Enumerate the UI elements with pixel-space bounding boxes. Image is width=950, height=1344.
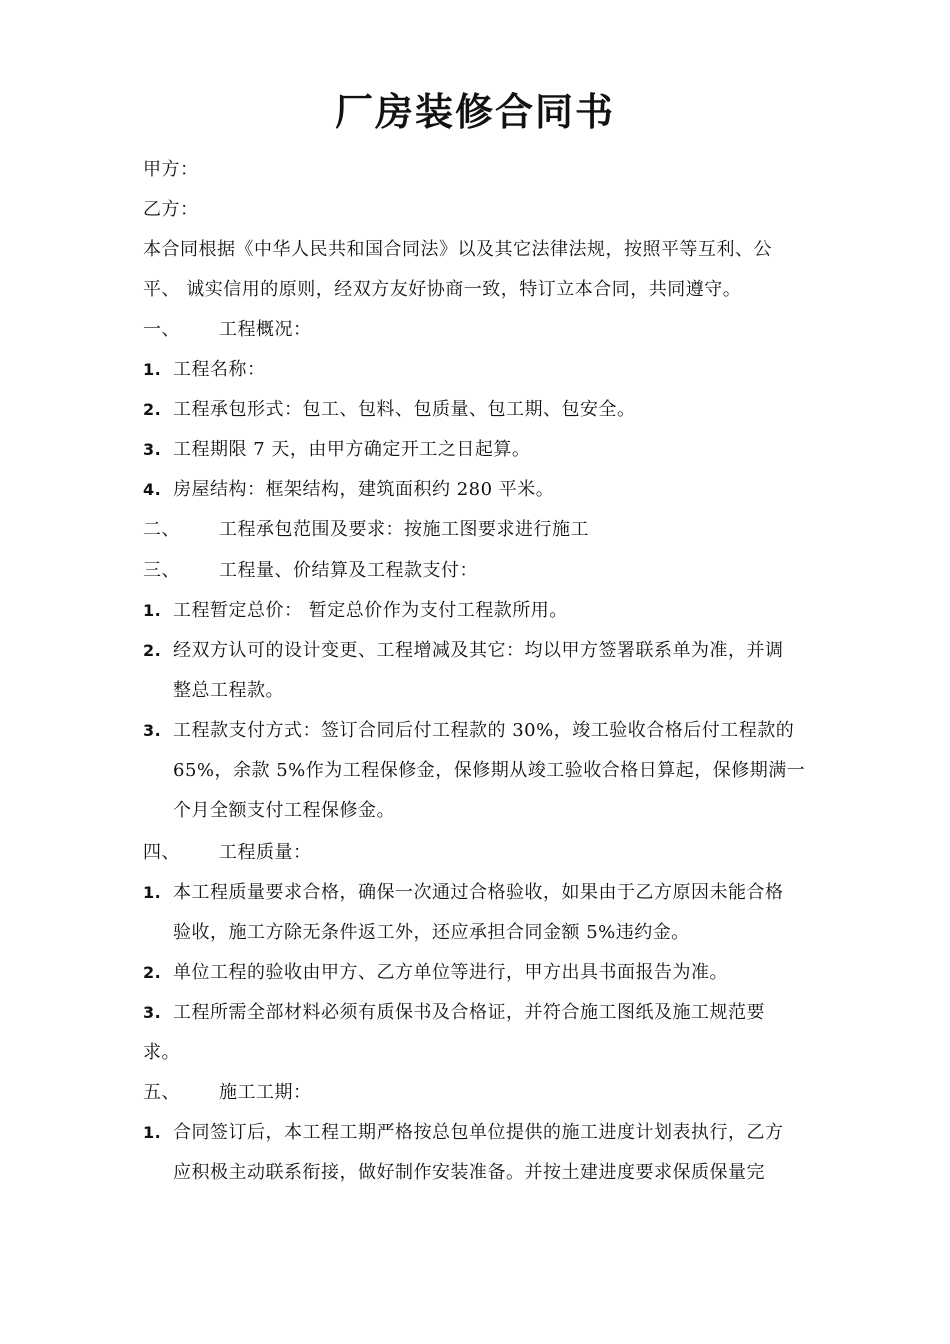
list-text: 房屋结构：框架结构，建筑面积约 280 平米。 [173,479,555,500]
section-number: 五、 [143,1082,180,1103]
list-number: 3. [143,1003,162,1022]
section-heading [143,1080,833,1106]
list-item [143,1120,833,1146]
list-item [143,1000,833,1026]
list-number: 2. [143,400,162,419]
party-a-label: 甲方： [143,159,199,180]
list-continuation: 整总工程款。 [173,680,284,701]
list-text: 本工程质量要求合格，确保一次通过合格验收，如果由于乙方原因未能合格 [173,882,784,903]
section-heading [143,517,833,543]
list-text: 工程名称： [173,359,266,380]
list-item [143,598,833,624]
list-number: 2. [143,641,162,660]
list-text: 工程承包形式：包工、包料、包质量、包工期、包安全。 [173,399,636,420]
list-text: 合同签订后，本工程工期严格按总包单位提供的施工进度计划表执行，乙方 [173,1122,784,1143]
section-number: 二、 [143,519,180,540]
list-item [143,397,833,423]
section-title: 工程承包范围及要求：按施工图要求进行施工 [219,519,589,540]
section-title: 工程质量： [219,842,312,863]
list-text: 工程款支付方式：签订合同后付工程款的 30%，竣工验收合格后付工程款的 [173,720,795,741]
list-continuation: 求。 [143,1042,180,1063]
list-number: 4. [143,480,162,499]
list-text: 工程暂定总价： 暂定总价作为支付工程款所用。 [173,600,568,621]
section-title: 工程量、价结算及工程款支付： [219,560,478,581]
list-item [143,357,833,383]
section-heading [143,558,833,584]
section-number: 一、 [143,319,180,340]
party-b-label: 乙方： [143,199,199,220]
list-item [143,880,833,906]
list-text: 工程所需全部材料必须有质保书及合格证，并符合施工图纸及施工规范要 [173,1002,765,1023]
list-item [143,718,833,744]
list-number: 1. [143,1123,162,1142]
list-number: 1. [143,601,162,620]
list-number: 3. [143,440,162,459]
list-continuation: 验收，施工方除无条件返工外，还应承担合同金额 5%违约金。 [173,922,690,943]
list-text: 经双方认可的设计变更、工程增减及其它：均以甲方签署联系单为准，并调 [173,640,784,661]
list-number: 3. [143,721,162,740]
section-number: 三、 [143,560,180,581]
list-text: 工程期限 7 天，由甲方确定开工之日起算。 [173,439,531,460]
list-item [143,638,833,664]
section-title: 施工工期： [219,1082,312,1103]
section-heading [143,840,833,866]
list-item [143,477,833,503]
list-number: 1. [143,360,162,379]
list-continuation: 65%，余款 5%作为工程保修金，保修期从竣工验收合格日算起，保修期满一 [173,760,806,781]
list-continuation: 个月全额支付工程保修金。 [173,800,395,821]
section-heading [143,317,833,343]
section-number: 四、 [143,842,180,863]
list-text: 单位工程的验收由甲方、乙方单位等进行，甲方出具书面报告为准。 [173,962,728,983]
list-number: 2. [143,963,162,982]
list-item [143,437,833,463]
document-title: 厂房装修合同书 [334,90,615,134]
list-number: 1. [143,883,162,902]
section-title: 工程概况： [219,319,312,340]
intro-paragraph-line: 本合同根据《中华人民共和国合同法》以及其它法律法规，按照平等互利、公 [143,239,772,260]
list-item [143,960,833,986]
intro-paragraph-line: 平、 诚实信用的原则，经双方友好协商一致，特订立本合同，共同遵守。 [143,279,742,300]
list-continuation: 应积极主动联系衔接，做好制作安装准备。并按土建进度要求保质保量完 [173,1162,765,1183]
